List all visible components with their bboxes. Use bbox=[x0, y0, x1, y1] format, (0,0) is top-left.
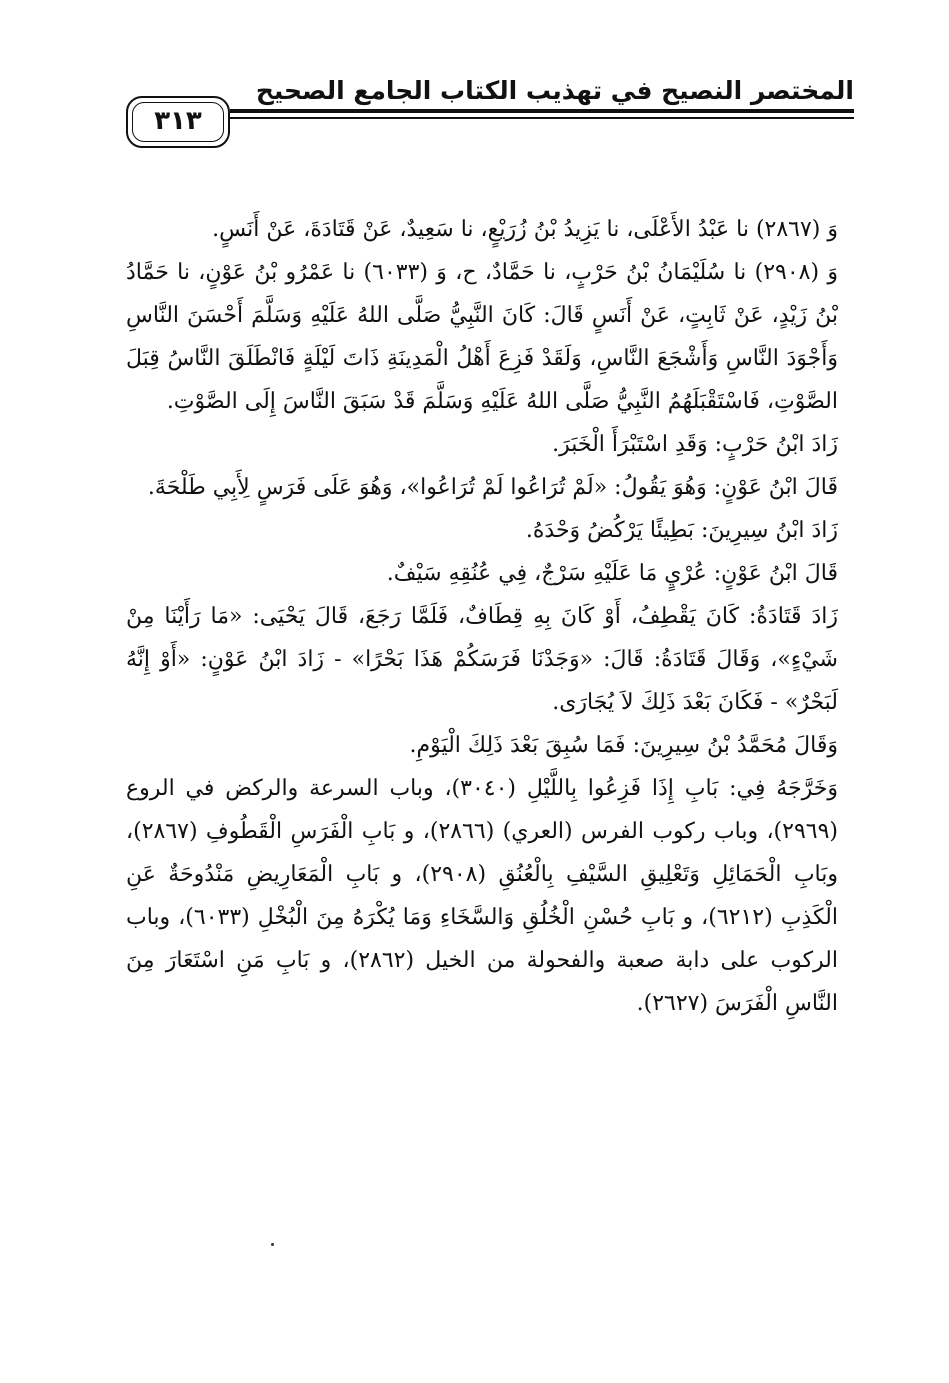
cross-references: وَخَرَّجَهُ فِي: بَابِ إِذَا فَزِعُوا بِاللَّيْلِ (٣٠٤٠)، وباب السرعة والركض في الروع (٢٩٦٩)، وباب ركوب الفرس (العري) (٢٨٦٦)، و بَابِ الْفَرَسِ الْقَطُوفِ (٢٨٦٧)، وبَابِ الْحَمَائِلِ وَتَعْلِيقِ السَّيْفِ بِالْعُنُقِ (٢٩٠٨)، و بَابِ الْمَعَارِيضِ مَنْدُوحَةٌ عَنِ الْكَذِبِ (٦٢١٢)، و بَابِ حُسْنِ الْخُلُقِ وَالسَّخَاءِ وَمَا يُكْرَهُ مِنَ الْبُخْلِ (٦٠٣٣)، وباب الركوب على دابة صعبة والفحولة من الخيل (٢٨٦٢)، و بَابِ مَنِ اسْتَعَارَ مِنَ النَّاسِ الْفَرَسَ (٢٦٢٧). bbox=[126, 776, 839, 1016]
quote-ibn-awn-1: قَالَ ابْنُ عَوْنٍ: وَهُوَ يَقُولُ: «لَمْ تُرَاعُوا لَمْ تُرَاعُوا»، وَهُوَ عَلَى فَرَسٍ لِأَبِي طَلْحَةَ. bbox=[147, 475, 838, 500]
quote-muhammad-ibn-sirin: وَقَالَ مُحَمَّدُ بْنُ سِيرِينَ: فَمَا سُبِقَ بَعْدَ ذَلِكَ الْيَوْمِ. bbox=[409, 733, 838, 758]
hadith-main-text: وَ (٢٩٠٨) نا سُلَيْمَانُ بْنُ حَرْبٍ، نا حَمَّادٌ، ح، وَ (٦٠٣٣) نا عَمْرُو بْنُ عَوْنٍ، نا حَمَّادُ بْنُ زَيْدٍ، عَنْ ثَابِتٍ، عَنْ أَنَسٍ قَالَ: كَانَ النَّبِيُّ صَلَّى اللهُ عَلَيْهِ وَسَلَّمَ أَحْسَنَ النَّاسِ وَأَجْوَدَ النَّاسِ وَأَشْجَعَ النَّاسِ، وَلَقَدْ فَزِعَ أَهْلُ الْمَدِينَةِ ذَاتَ لَيْلَةٍ فَانْطَلَقَ النَّاسُ قِبَلَ الصَّوْتِ، فَاسْتَقْبَلَهُمُ النَّبِيُّ صَلَّى اللهُ عَلَيْهِ وَسَلَّمَ قَدْ سَبَقَ النَّاسَ إِلَى الصَّوْتِ. bbox=[126, 260, 838, 414]
book-title: المختصر النصيح في تهذيب الكتاب الجامع الصحيح bbox=[255, 76, 854, 105]
page-number: ٣١٣ bbox=[154, 106, 202, 136]
header-rule-thin bbox=[230, 117, 854, 119]
addition-qatada: زَادَ قَتَادَةُ: كَانَ يَقْطِفُ، أَوْ كَانَ بِهِ قِطَافٌ، فَلَمَّا رَجَعَ، قَالَ يَحْيَى: «مَا رَأَيْنَا مِنْ شَيْءٍ»، وَقَالَ قَتَادَةُ: قَالَ: «وَجَدْنَا فَرَسَكُمْ هَذَا بَحْرًا» - زَادَ ابْنُ عَوْنٍ: «أَوْ إِنَّهُ لَبَحْرٌ» - فَكَانَ بَعْدَ ذَلِكَ لاَ يُجَارَى. bbox=[126, 604, 838, 715]
hadith-chain-1: وَ (٢٨٦٧) نا عَبْدُ الأَعْلَى، نا يَزِيدُ بْنُ زُرَيْعٍ، نا سَعِيدٌ، عَنْ قَتَادَةَ، عَنْ أَنَسٍ. bbox=[212, 217, 838, 242]
addition-ibn-sirin: زَادَ ابْنُ سِيرِينَ: بَطِيئًا يَرْكُضُ وَحْدَهُ. bbox=[525, 518, 838, 543]
scan-speck bbox=[271, 1243, 274, 1246]
addition-ibn-harb: زَادَ ابْنُ حَرْبٍ: وَقَدِ اسْتَبْرَأَ الْخَبَرَ. bbox=[552, 432, 838, 457]
page-body bbox=[126, 208, 838, 1025]
page-header bbox=[118, 72, 854, 162]
quote-ibn-awn-2: قَالَ ابْنُ عَوْنٍ: عُرْيٍ مَا عَلَيْهِ سَرْجٌ، فِي عُنُقِهِ سَيْفٌ. bbox=[386, 561, 838, 586]
page-number-frame bbox=[126, 96, 230, 148]
header-rule bbox=[230, 109, 854, 113]
